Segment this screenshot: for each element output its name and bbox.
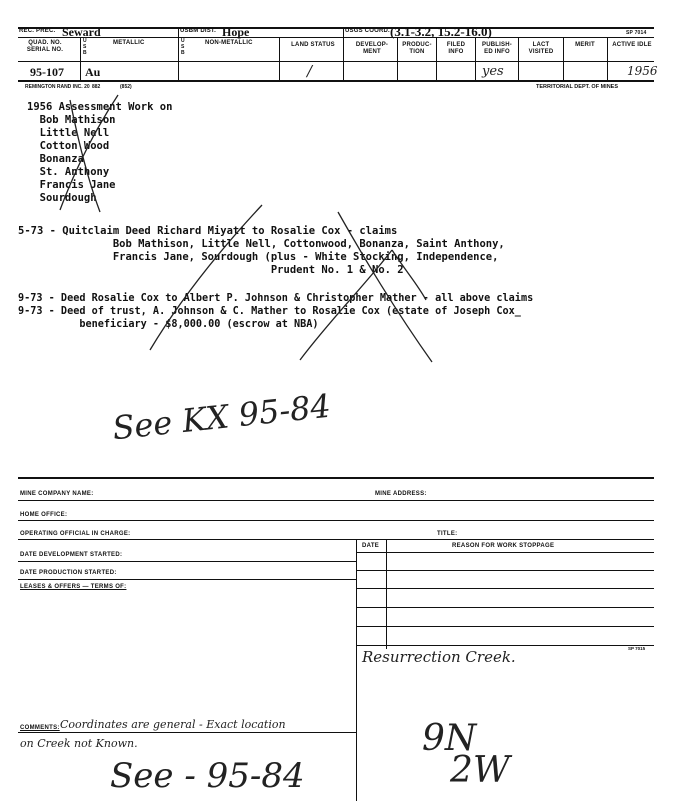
quitclaim-line: Francis Jane, Sourdough (plus - White Stocking, Independence, [18, 251, 499, 263]
deed-trust-line: 9-73 - Deed of trust, A. Johnson & C. Mather to Rosalie Cox (estate of Joseph Cox_ [18, 306, 521, 317]
quad-serial-value: 95-107 [30, 65, 64, 79]
mine-address-label: MINE ADDRESS: [375, 491, 427, 497]
development-label: DEVELOP-MENT [355, 42, 389, 55]
reason-stoppage-label: REASON FOR WORK STOPPAGE [452, 543, 555, 549]
quitclaim-line: 5-73 - Quitclaim Deed Richard Miyatt to Rosalie Cox - claims [18, 225, 398, 237]
published-info-label: PUBLISH-ED INFO [482, 42, 512, 55]
comments-label: COMMENTS: [20, 725, 60, 731]
quad-serial-label: QUAD. NO. SERIAL NO. [26, 40, 64, 53]
resurrection-creek-note: Resurrection Creek. [362, 648, 516, 666]
merit-label: MERIT [575, 42, 595, 48]
territorial-label: TERRITORIAL DEPT. OF MINES [536, 84, 618, 90]
quitclaim-line: Prudent No. 1 & No. 2 [18, 264, 404, 276]
lower-form-top-rule [18, 477, 654, 479]
assessment-line: 1956 Assessment Work on [27, 101, 173, 113]
operating-official-label: OPERATING OFFICIAL IN CHARGE: [20, 531, 131, 537]
active-idle-value: 1956 [627, 64, 658, 78]
claim-line: Bonanza [27, 153, 84, 165]
comments-text: Coordinates are general - Exact location [60, 718, 286, 731]
production-label: PRODUC-TION [402, 42, 432, 55]
usb-metallic-letters: U S B [83, 38, 87, 56]
rec-prec-value: Seward [62, 25, 101, 39]
usbm-dist-label: USBM DIST. [180, 28, 217, 34]
claim-line: St. Anthony [27, 166, 110, 178]
usbm-dist-value: Hope [222, 25, 250, 39]
claim-line: Sourdough [27, 192, 97, 204]
form-number: SP 7014 [626, 30, 647, 36]
usgs-coord-value: (3.1-3.2, 15.2-16.0) [390, 24, 492, 39]
last-visited-label: LACT VISITED [528, 42, 554, 55]
comments-text-2: on Creek not Known. [20, 737, 138, 750]
form-number-2: SP 7015 [628, 646, 646, 651]
published-value: yes [482, 64, 504, 79]
printer-code: 882 [92, 84, 101, 90]
home-office-label: HOME OFFICE: [20, 512, 68, 518]
metallic-label: METALLIC [113, 40, 145, 46]
beneficiary-line: beneficiary - $8,000.00 (escrow at NBA) [18, 319, 319, 330]
non-metallic-label: NON-METALLIC [205, 40, 253, 46]
township-grid-note: 9N [422, 718, 477, 759]
mine-company-label: MINE COMPANY NAME: [20, 491, 94, 497]
title-label: TITLE: [437, 531, 458, 537]
claim-line: Francis Jane [27, 179, 116, 191]
see-reference-handwritten: See KX 95-84 [110, 386, 333, 448]
usb-nonmetallic-letters: U S B [181, 38, 185, 56]
date-column-label: DATE [362, 543, 380, 549]
deed-line: 9-73 - Deed Rosalie Cox to Albert P. Johnson & Christopher Mather - all above claims [18, 293, 534, 304]
metallic-value: Au [85, 65, 101, 79]
land-status-label: LAND STATUS [291, 42, 335, 48]
date-production-label: DATE PRODUCTION STARTED: [20, 570, 117, 576]
range-grid-note: 2W [450, 750, 510, 791]
claim-line: Bob Mathison [27, 114, 116, 126]
land-status-value: / [307, 62, 313, 80]
leases-offers-label: LEASES & OFFERS — TERMS OF: [20, 584, 127, 590]
claim-line: Little Nell [27, 127, 110, 139]
quitclaim-line: Bob Mathison, Little Nell, Cottonwood, Bonanza, Saint Anthony, [18, 238, 505, 250]
rec-prec-label: REC. PREC. [19, 28, 56, 34]
claim-line: Cotton Wood [27, 140, 110, 152]
active-idle-label: ACTIVE IDLE [612, 42, 652, 48]
filed-info-label: FILED INFO [446, 42, 466, 55]
printer-code-2: (852) [120, 84, 132, 90]
lower-form-vertical-divider [356, 539, 357, 801]
date-development-label: DATE DEVELOPMENT STARTED: [20, 552, 123, 558]
printer-line: REMINGTON RAND INC. 20 [25, 84, 90, 90]
usgs-coord-label: USGS COORD. [345, 28, 390, 34]
see-reference-bottom: See - 95-84 [110, 756, 305, 796]
